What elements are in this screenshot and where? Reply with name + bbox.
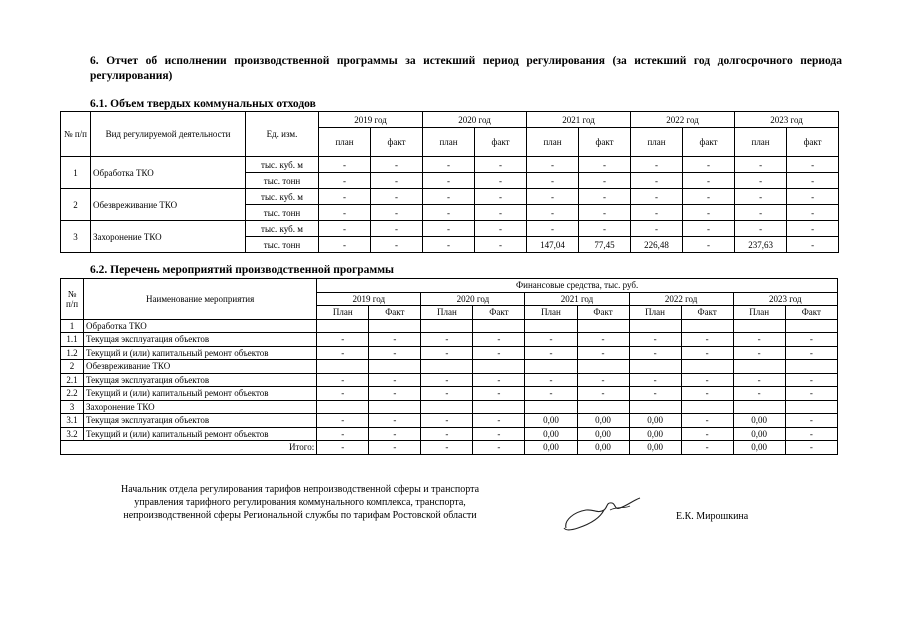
value-cell: -	[527, 189, 579, 205]
value-cell: -	[683, 173, 735, 189]
value-cell: -	[475, 189, 527, 205]
signatory-position	[80, 483, 520, 522]
value-cell: 0,00	[525, 427, 577, 441]
table-row	[61, 333, 838, 347]
plan-header: План	[421, 306, 473, 320]
total-value-cell: 0,00	[577, 441, 629, 455]
plan-header: план	[631, 128, 683, 157]
value-cell: -	[527, 157, 579, 173]
col-name-header: Наименование мероприятия	[84, 279, 317, 320]
value-cell: -	[369, 427, 421, 441]
value-cell: -	[787, 205, 839, 221]
value-cell	[421, 400, 473, 414]
row-number: 1.1	[61, 333, 84, 347]
measure-name: Захоронение ТКО	[84, 400, 317, 414]
value-cell: -	[579, 189, 631, 205]
activity-name: Обработка ТКО	[91, 157, 246, 189]
total-row	[61, 441, 838, 455]
value-cell: -	[473, 387, 525, 401]
value-cell: -	[475, 157, 527, 173]
value-cell: -	[421, 427, 473, 441]
measure-name: Обработка ТКО	[84, 319, 317, 333]
total-value-cell: -	[317, 441, 369, 455]
total-value-cell: -	[681, 441, 733, 455]
value-cell: 0,00	[577, 427, 629, 441]
value-cell	[785, 360, 837, 374]
value-cell	[629, 400, 681, 414]
value-cell: -	[423, 237, 475, 253]
year-header: 2021 год	[525, 292, 629, 306]
value-cell: -	[475, 221, 527, 237]
finance-header: Финансовые средства, тыс. руб.	[317, 279, 838, 293]
table-row	[61, 400, 838, 414]
value-cell: -	[735, 173, 787, 189]
value-cell: -	[317, 414, 369, 428]
value-cell	[785, 319, 837, 333]
plan-header: план	[423, 128, 475, 157]
total-value-cell: -	[785, 441, 837, 455]
plan-header: План	[317, 306, 369, 320]
row-number: 2.2	[61, 387, 84, 401]
value-cell	[733, 400, 785, 414]
row-number: 3.2	[61, 427, 84, 441]
value-cell: 0,00	[733, 427, 785, 441]
value-cell: -	[319, 237, 371, 253]
value-cell: 0,00	[577, 414, 629, 428]
fact-header: Факт	[369, 306, 421, 320]
value-cell: -	[475, 205, 527, 221]
value-cell: -	[423, 221, 475, 237]
row-number: 2	[61, 189, 91, 221]
year-header: 2023 год	[735, 112, 839, 128]
value-cell: -	[525, 346, 577, 360]
value-cell: -	[629, 346, 681, 360]
position-line: Начальник отдела регулирования тарифов непроизводственной сферы и транспорта	[120, 484, 480, 495]
measure-name: Текущий и (или) капитальный ремонт объектов	[84, 427, 317, 441]
value-cell: -	[683, 157, 735, 173]
value-cell: -	[525, 373, 577, 387]
row-number: 1.2	[61, 346, 84, 360]
value-cell: -	[683, 189, 735, 205]
value-cell: -	[733, 387, 785, 401]
value-cell: -	[631, 157, 683, 173]
value-cell	[369, 319, 421, 333]
value-cell	[577, 360, 629, 374]
total-value-cell: -	[421, 441, 473, 455]
fact-header: факт	[683, 128, 735, 157]
section-1-title: 6.1. Объем твердых коммунальных отходов	[90, 98, 316, 110]
value-cell: -	[577, 333, 629, 347]
value-cell: -	[681, 427, 733, 441]
value-cell: 226,48	[631, 237, 683, 253]
value-cell	[577, 319, 629, 333]
value-cell: -	[475, 237, 527, 253]
value-cell: -	[735, 189, 787, 205]
program-measures-table	[60, 278, 838, 455]
value-cell	[421, 319, 473, 333]
plan-header: План	[629, 306, 681, 320]
row-number: 2	[61, 360, 84, 374]
activity-name: Захоронение ТКО	[91, 221, 246, 253]
value-cell: -	[421, 333, 473, 347]
value-cell: -	[473, 373, 525, 387]
value-cell: -	[317, 346, 369, 360]
fact-header: факт	[371, 128, 423, 157]
value-cell: -	[785, 373, 837, 387]
plan-header: план	[735, 128, 787, 157]
measure-name: Текущий и (или) капитальный ремонт объектов	[84, 346, 317, 360]
value-cell: -	[473, 346, 525, 360]
value-cell: -	[317, 387, 369, 401]
value-cell	[473, 400, 525, 414]
value-cell: -	[681, 346, 733, 360]
section-2-title: 6.2. Перечень мероприятий производственной программы	[90, 264, 395, 276]
value-cell: 147,04	[527, 237, 579, 253]
value-cell: -	[681, 333, 733, 347]
measure-name: Текущая эксплуатация объектов	[84, 373, 317, 387]
year-header: 2020 год	[421, 292, 525, 306]
value-cell	[317, 319, 369, 333]
value-cell: -	[371, 189, 423, 205]
value-cell: -	[785, 346, 837, 360]
year-header: 2022 год	[631, 112, 735, 128]
value-cell: -	[319, 221, 371, 237]
value-cell: -	[681, 387, 733, 401]
value-cell: -	[733, 373, 785, 387]
value-cell: -	[421, 346, 473, 360]
value-cell: -	[369, 373, 421, 387]
row-number: 3	[61, 400, 84, 414]
table-row	[61, 319, 838, 333]
value-cell: -	[733, 346, 785, 360]
table-row	[61, 360, 838, 374]
value-cell: -	[683, 205, 735, 221]
value-cell: 0,00	[629, 427, 681, 441]
value-cell: -	[369, 414, 421, 428]
value-cell	[369, 360, 421, 374]
total-value-cell: 0,00	[733, 441, 785, 455]
value-cell: -	[579, 221, 631, 237]
fact-header: факт	[579, 128, 631, 157]
year-header: 2020 год	[423, 112, 527, 128]
plan-header: план	[319, 128, 371, 157]
value-cell: -	[787, 237, 839, 253]
value-cell	[733, 319, 785, 333]
value-cell: -	[579, 205, 631, 221]
value-cell	[681, 400, 733, 414]
value-cell: -	[421, 414, 473, 428]
report-heading: 6. Отчет об исполнении производственной программы за истекший период регулирования (за истекший год долгосрочного периода регулирования)	[90, 55, 842, 82]
value-cell: -	[421, 373, 473, 387]
value-cell	[629, 360, 681, 374]
value-cell: -	[423, 173, 475, 189]
value-cell: -	[371, 205, 423, 221]
value-cell	[681, 360, 733, 374]
value-cell: -	[421, 387, 473, 401]
unit-cell: тыс. куб. м	[246, 157, 319, 173]
value-cell: -	[681, 373, 733, 387]
value-cell: -	[319, 173, 371, 189]
value-cell	[525, 360, 577, 374]
table-row	[61, 373, 838, 387]
total-label: Итого:	[61, 441, 317, 455]
value-cell: -	[785, 333, 837, 347]
fact-header: Факт	[785, 306, 837, 320]
value-cell: -	[319, 205, 371, 221]
measure-name: Текущий и (или) капитальный ремонт объектов	[84, 387, 317, 401]
table-row	[61, 387, 838, 401]
value-cell: -	[369, 346, 421, 360]
signature-icon	[560, 490, 650, 535]
value-cell	[733, 360, 785, 374]
value-cell: -	[631, 221, 683, 237]
value-cell: -	[787, 173, 839, 189]
value-cell	[577, 400, 629, 414]
position-line: управления тарифного регулирования коммунального комплекса, транспорта,	[134, 497, 466, 508]
plan-header: План	[733, 306, 785, 320]
year-header: 2019 год	[317, 292, 421, 306]
fact-header: факт	[787, 128, 839, 157]
col-unit-header: Ед. изм.	[246, 112, 319, 157]
value-cell: 237,63	[735, 237, 787, 253]
row-number: 1	[61, 157, 91, 189]
total-value-cell: -	[473, 441, 525, 455]
value-cell	[473, 360, 525, 374]
value-cell: -	[577, 387, 629, 401]
signatory-name: Е.К. Мирошкина	[676, 511, 749, 522]
value-cell: -	[527, 221, 579, 237]
value-cell	[369, 400, 421, 414]
value-cell: -	[629, 387, 681, 401]
value-cell: -	[735, 221, 787, 237]
value-cell: -	[317, 427, 369, 441]
position-line: непроизводственной сферы Региональной службы по тарифам Ростовской области	[123, 510, 477, 521]
value-cell: -	[423, 157, 475, 173]
plan-header: план	[527, 128, 579, 157]
total-value-cell: -	[369, 441, 421, 455]
value-cell	[525, 400, 577, 414]
measure-name: Обезвреживание ТКО	[84, 360, 317, 374]
year-header: 2019 год	[319, 112, 423, 128]
table-row	[61, 157, 839, 173]
value-cell	[317, 360, 369, 374]
row-number: 2.1	[61, 373, 84, 387]
value-cell: -	[631, 205, 683, 221]
value-cell: 0,00	[733, 414, 785, 428]
value-cell: -	[629, 373, 681, 387]
value-cell: -	[319, 157, 371, 173]
value-cell: -	[423, 189, 475, 205]
value-cell: -	[629, 333, 681, 347]
total-value-cell: 0,00	[629, 441, 681, 455]
activity-name: Обезвреживание ТКО	[91, 189, 246, 221]
value-cell: -	[787, 189, 839, 205]
row-number: 3	[61, 221, 91, 253]
value-cell	[525, 319, 577, 333]
value-cell	[317, 400, 369, 414]
value-cell: -	[785, 427, 837, 441]
unit-cell: тыс. тонн	[246, 205, 319, 221]
unit-cell: тыс. тонн	[246, 237, 319, 253]
fact-header: Факт	[473, 306, 525, 320]
unit-cell: тыс. тонн	[246, 173, 319, 189]
total-value-cell: 0,00	[525, 441, 577, 455]
value-cell	[681, 319, 733, 333]
value-cell: 77,45	[579, 237, 631, 253]
table-row	[61, 189, 839, 205]
value-cell: -	[577, 373, 629, 387]
table-row	[61, 346, 838, 360]
value-cell: -	[369, 333, 421, 347]
fact-header: факт	[475, 128, 527, 157]
value-cell: -	[785, 387, 837, 401]
value-cell: -	[525, 333, 577, 347]
value-cell: -	[681, 414, 733, 428]
value-cell: -	[371, 157, 423, 173]
row-number: 3.1	[61, 414, 84, 428]
value-cell: -	[579, 157, 631, 173]
value-cell	[785, 400, 837, 414]
value-cell: -	[473, 427, 525, 441]
value-cell: -	[577, 346, 629, 360]
year-header: 2022 год	[629, 292, 733, 306]
year-header: 2023 год	[733, 292, 837, 306]
year-header: 2021 год	[527, 112, 631, 128]
value-cell: -	[473, 333, 525, 347]
value-cell: -	[371, 221, 423, 237]
value-cell	[473, 319, 525, 333]
table-row	[61, 221, 839, 237]
value-cell: -	[371, 173, 423, 189]
col-num-header: № п/п	[61, 279, 84, 320]
value-cell: -	[579, 173, 631, 189]
value-cell: -	[317, 373, 369, 387]
measure-name: Текущая эксплуатация объектов	[84, 414, 317, 428]
row-number: 1	[61, 319, 84, 333]
value-cell: -	[787, 221, 839, 237]
value-cell: -	[527, 173, 579, 189]
unit-cell: тыс. куб. м	[246, 221, 319, 237]
value-cell	[421, 360, 473, 374]
value-cell: -	[527, 205, 579, 221]
value-cell: -	[473, 414, 525, 428]
col-num-header: № п/п	[61, 112, 91, 157]
value-cell: -	[785, 414, 837, 428]
value-cell: -	[631, 173, 683, 189]
value-cell: -	[787, 157, 839, 173]
fact-header: Факт	[577, 306, 629, 320]
value-cell: -	[525, 387, 577, 401]
measure-name: Текущая эксплуатация объектов	[84, 333, 317, 347]
value-cell: -	[735, 205, 787, 221]
value-cell: -	[631, 189, 683, 205]
value-cell: -	[317, 333, 369, 347]
solid-waste-volume-table	[60, 111, 839, 253]
value-cell: 0,00	[525, 414, 577, 428]
table-row	[61, 414, 838, 428]
value-cell: -	[475, 173, 527, 189]
fact-header: Факт	[681, 306, 733, 320]
plan-header: План	[525, 306, 577, 320]
unit-cell: тыс. куб. м	[246, 189, 319, 205]
table-row	[61, 427, 838, 441]
value-cell	[629, 319, 681, 333]
value-cell: -	[423, 205, 475, 221]
col-activity-header: Вид регулируемой деятельности	[91, 112, 246, 157]
value-cell: -	[733, 333, 785, 347]
value-cell: -	[683, 237, 735, 253]
value-cell: -	[735, 157, 787, 173]
value-cell: 0,00	[629, 414, 681, 428]
value-cell: -	[319, 189, 371, 205]
value-cell: -	[369, 387, 421, 401]
value-cell: -	[371, 237, 423, 253]
value-cell: -	[683, 221, 735, 237]
